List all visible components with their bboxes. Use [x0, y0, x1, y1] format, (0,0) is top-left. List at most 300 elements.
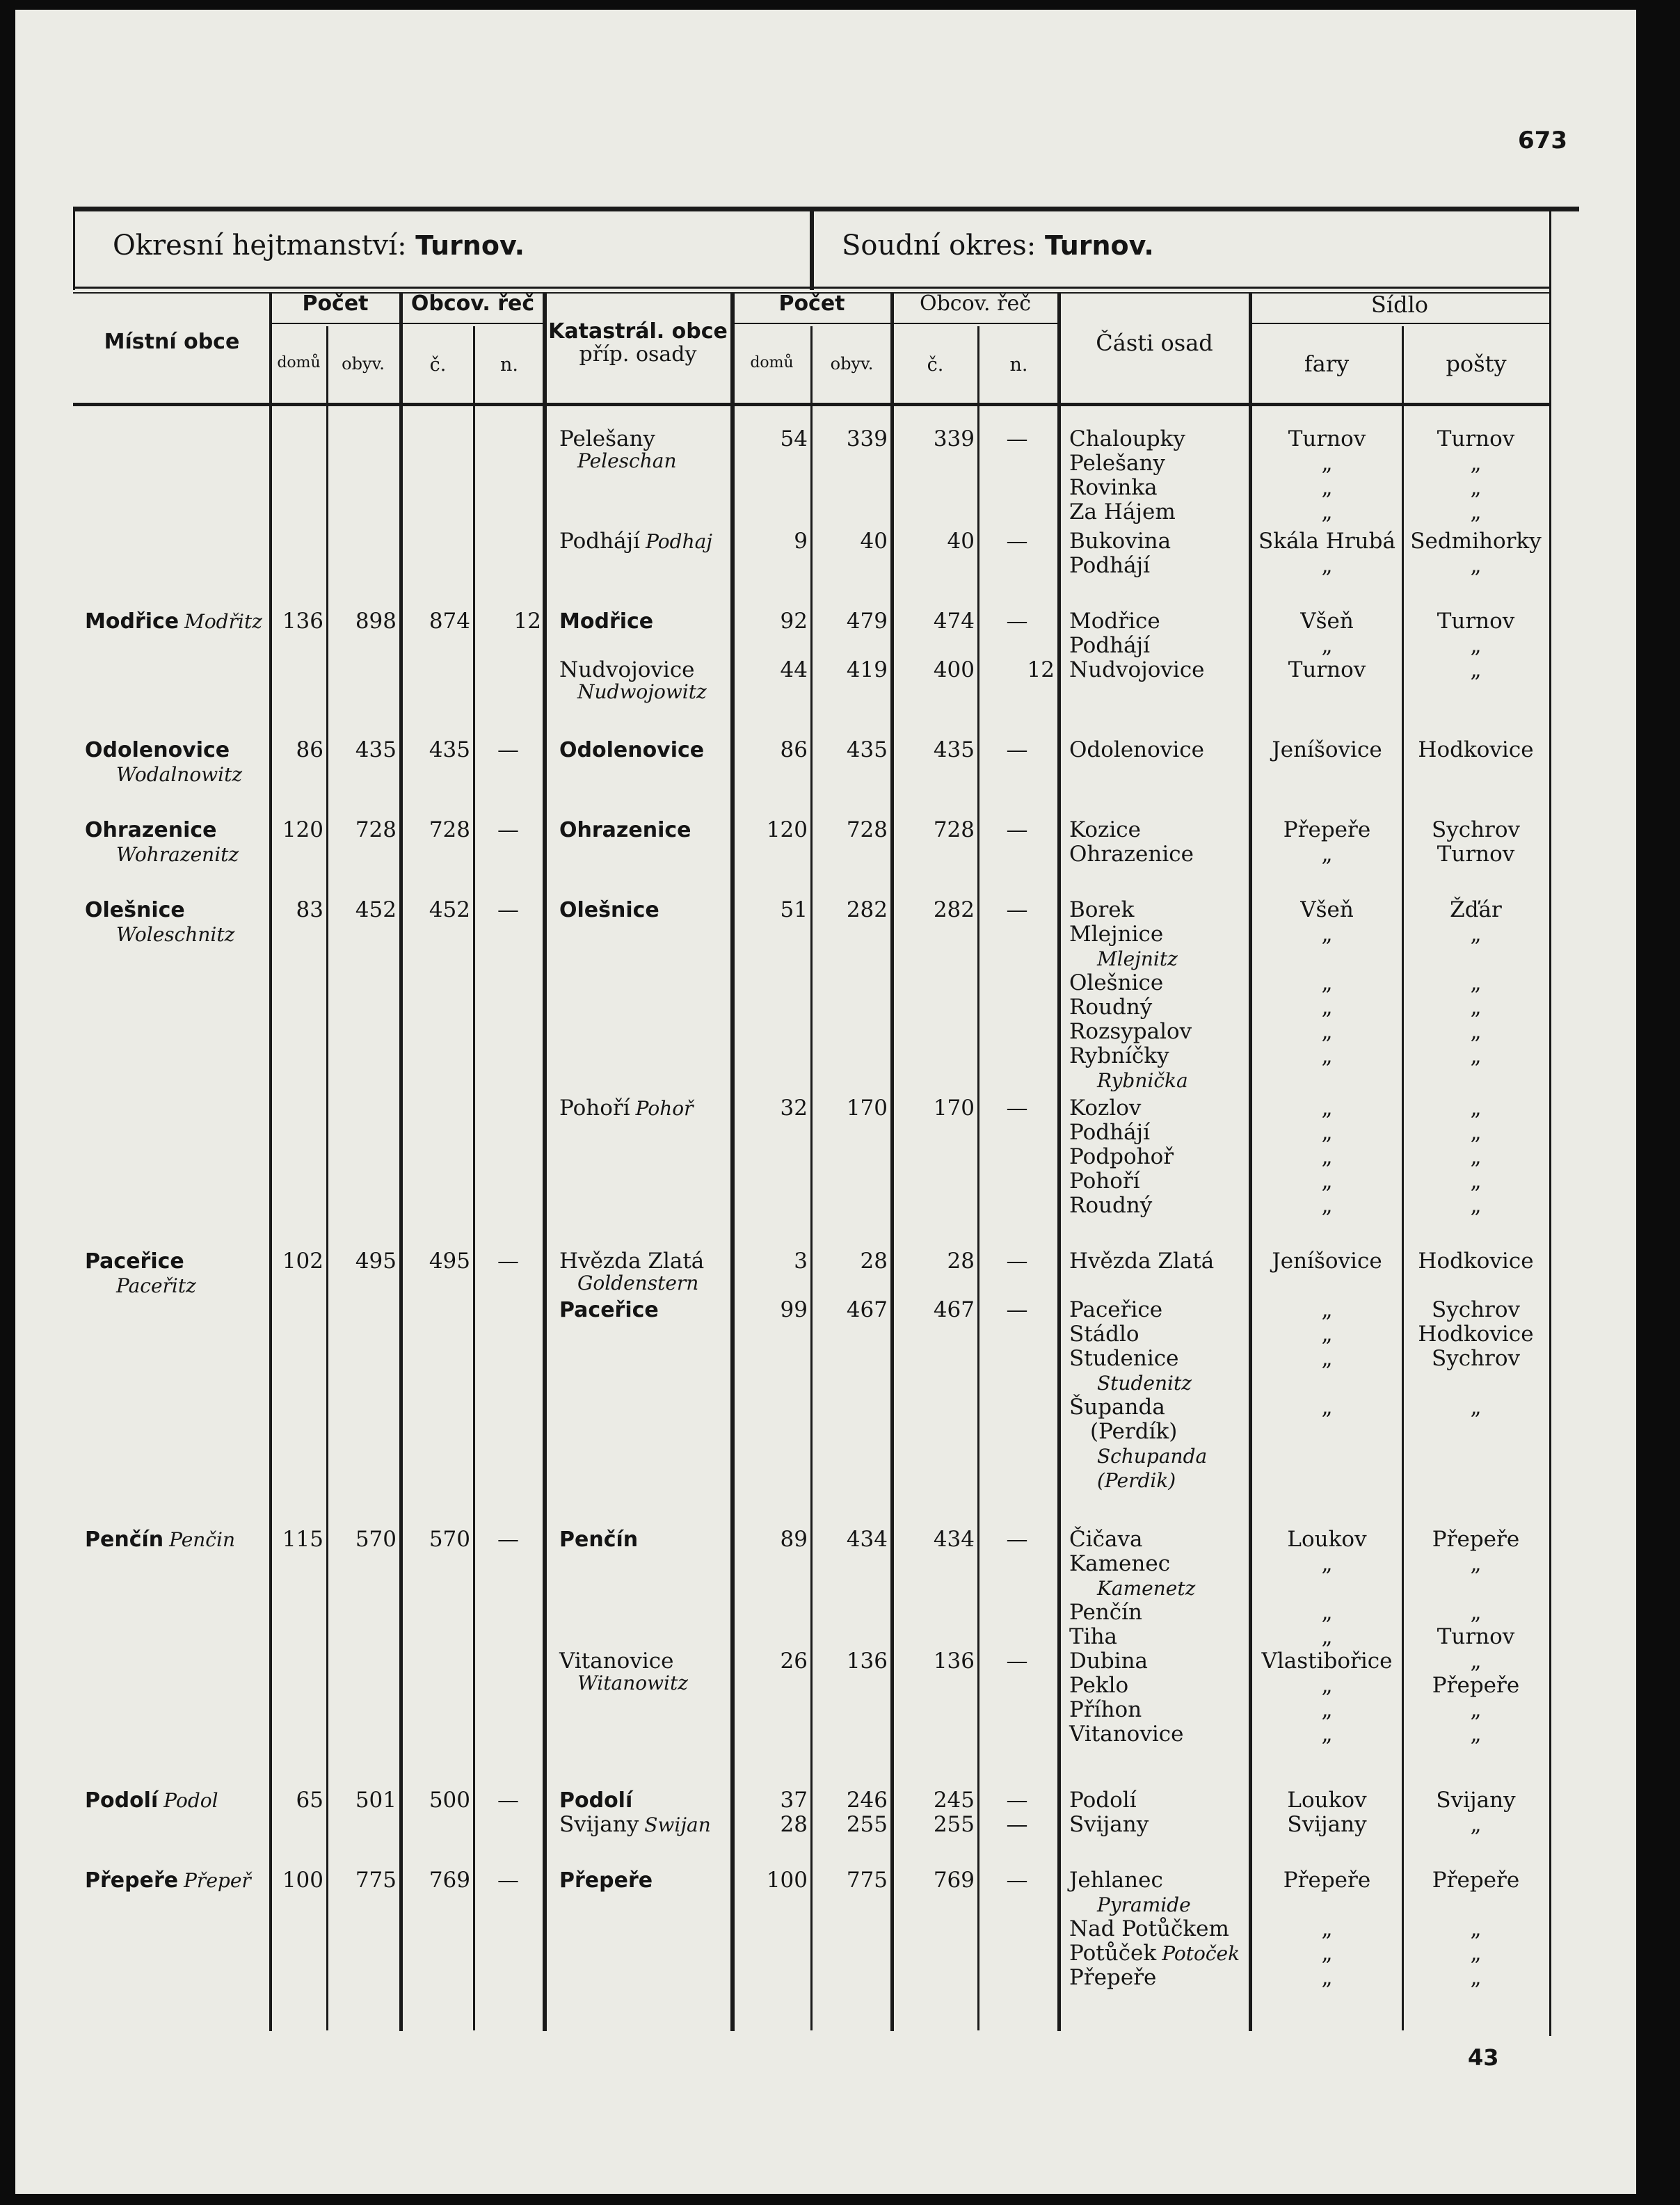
- place-name: [85, 898, 185, 922]
- place-name-de: Paceřitz: [116, 1274, 196, 1297]
- cadastral-german: 12: [1027, 657, 1055, 682]
- cadastral-name-cz: Modřice: [559, 609, 654, 634]
- parish-seat: „: [1321, 1624, 1333, 1649]
- post-office-seat: Sychrov: [1431, 1297, 1521, 1322]
- place-name-de: Modřitz: [184, 610, 262, 633]
- post-office-seat: „: [1470, 1965, 1482, 1990]
- post-office-seat: Turnov: [1437, 842, 1515, 867]
- settlement-part-name: Čičava: [1069, 1527, 1143, 1552]
- cadastral-name: [559, 1298, 659, 1322]
- place-german: —: [497, 1527, 519, 1552]
- cadastral-population: 775: [846, 1868, 888, 1893]
- place-name-cz: Podolí: [85, 1788, 159, 1813]
- place-german: —: [497, 817, 519, 842]
- post-office-seat: Sychrov: [1431, 817, 1521, 842]
- parish-seat: „: [1321, 1600, 1333, 1625]
- settlement-part-name: Šupanda: [1069, 1395, 1165, 1420]
- parish-seat: Vlastibořice: [1261, 1649, 1393, 1674]
- cadastral-name-cz: Podolí: [559, 1788, 633, 1813]
- cadastral-population: 40: [860, 529, 888, 554]
- page-number: 673: [1518, 127, 1567, 154]
- settlement-part-name: Rybníčky: [1069, 1043, 1169, 1068]
- cadastral-name-de: Podhaj: [646, 530, 712, 553]
- parish-seat: „: [1321, 1722, 1333, 1747]
- settlement-part-name: Paceřice: [1069, 1297, 1163, 1322]
- parish-seat: „: [1321, 1346, 1333, 1371]
- post-office-seat: Turnov: [1437, 609, 1515, 634]
- settlement-part-name: Pohoří: [1069, 1169, 1140, 1194]
- settlement-part-name-alt: (Perdík): [1090, 1419, 1178, 1444]
- parish-seat: „: [1321, 633, 1333, 658]
- parish-seat: Jeníšovice: [1272, 1249, 1382, 1274]
- parish-seat: Přepeře: [1283, 817, 1371, 842]
- settlement-part-name: Hvězda Zlatá: [1069, 1249, 1215, 1274]
- cadastral-name: [559, 738, 704, 762]
- post-office-seat: „: [1470, 1812, 1482, 1837]
- parish-seat: Loukov: [1287, 1527, 1367, 1552]
- settlement-part: [1069, 1347, 1178, 1371]
- settlement-part-name: Ohrazenice: [1069, 842, 1194, 867]
- parish-seat: Turnov: [1288, 657, 1366, 682]
- place-houses: 136: [282, 609, 323, 634]
- place-german: —: [497, 1868, 519, 1893]
- settlement-part: [1069, 500, 1176, 524]
- parish-seat: „: [1321, 1144, 1333, 1169]
- place-name-de: Penčin: [169, 1528, 235, 1551]
- cadastral-name: [559, 1868, 653, 1893]
- cadastral-name-cz: Odolenovice: [559, 738, 705, 762]
- cadastral-name-cz: Hvězda Zlatá: [559, 1249, 705, 1274]
- cadastral-name-de: Witanowitz: [577, 1671, 689, 1694]
- cadastral-czech: 136: [933, 1649, 975, 1674]
- cadastral-german: —: [1006, 1249, 1028, 1274]
- place-population: 452: [355, 897, 397, 922]
- parish-seat: Jeníšovice: [1272, 737, 1382, 762]
- parish-seat: Turnov: [1288, 426, 1366, 451]
- settlement-part: [1069, 1722, 1183, 1747]
- post-office-seat: „: [1470, 1193, 1482, 1218]
- top-rule: [73, 207, 1579, 211]
- settlement-part-name: Odolenovice: [1069, 737, 1204, 762]
- settlement-part: [1069, 818, 1141, 842]
- parish-seat: Loukov: [1287, 1788, 1367, 1813]
- cadastral-population: 419: [846, 657, 888, 682]
- place-name-cz: Paceřice: [85, 1249, 184, 1274]
- cadastral-name-cz: Svijany: [559, 1812, 639, 1837]
- post-office-seat: Hodkovice: [1418, 1322, 1534, 1347]
- place-name-cz: Penčín: [85, 1528, 164, 1552]
- settlement-part-de: Potoček: [1162, 1942, 1240, 1965]
- cadastral-houses: 86: [780, 737, 808, 762]
- settlement-part-name: Podhájí: [1069, 1120, 1151, 1145]
- cadastral-german: —: [1006, 426, 1028, 451]
- post-office-seat: „: [1470, 1395, 1482, 1420]
- settlement-part-name: Podhájí: [1069, 553, 1151, 578]
- place-houses: 65: [296, 1788, 323, 1813]
- parish-seat: Svijany: [1287, 1812, 1367, 1837]
- post-office-seat: „: [1470, 553, 1482, 578]
- cadastral-name: [559, 1249, 704, 1274]
- cadastral-houses: 99: [780, 1297, 808, 1322]
- settlement-part: [1069, 1625, 1117, 1649]
- post-office-seat: Svijany: [1436, 1788, 1516, 1813]
- settlement-part-name: Bukovina: [1069, 529, 1171, 554]
- parish-seat: „: [1321, 995, 1333, 1020]
- place-name-cz: Ohrazenice: [85, 818, 217, 842]
- settlement-part: [1069, 1121, 1150, 1145]
- place-german: —: [497, 897, 519, 922]
- post-office-seat: Sychrov: [1431, 1346, 1521, 1371]
- post-office-seat: Hodkovice: [1418, 737, 1534, 762]
- cadastral-name-cz: Nudvojovice: [559, 657, 695, 682]
- cadastral-population: 434: [846, 1527, 888, 1552]
- settlement-part-name: Příhon: [1069, 1697, 1142, 1722]
- settlement-part-name: Modřice: [1069, 609, 1160, 634]
- cadastral-german: —: [1006, 1527, 1028, 1552]
- cadastral-german: —: [1006, 1297, 1028, 1322]
- settlement-part: [1069, 554, 1150, 578]
- post-office-seat: Žďár: [1450, 897, 1502, 922]
- cadastral-name: [559, 898, 659, 922]
- cadastral-czech: 339: [933, 426, 975, 451]
- parish-seat: „: [1321, 1551, 1333, 1576]
- cadastral-name: [559, 1649, 673, 1674]
- parish-seat: „: [1321, 970, 1333, 995]
- cadastral-houses: 51: [780, 897, 808, 922]
- settlement-part-name: Nudvojovice: [1069, 657, 1205, 682]
- settlement-part-name: Roudný: [1069, 1193, 1153, 1218]
- cadastral-czech: 474: [933, 609, 975, 634]
- post-office-seat: Turnov: [1437, 426, 1515, 451]
- settlement-part: [1069, 1298, 1162, 1322]
- cadastral-name: [559, 427, 655, 451]
- place-population: 495: [355, 1249, 397, 1274]
- settlement-part-name: Za Hájem: [1069, 499, 1176, 524]
- settlement-part: [1069, 1249, 1214, 1274]
- parish-seat: „: [1321, 1043, 1333, 1068]
- cadastral-name: [559, 609, 653, 634]
- cadastral-name-cz: Podhájí: [559, 529, 641, 554]
- cadastral-population: 255: [846, 1812, 888, 1837]
- place-population: 435: [355, 737, 397, 762]
- cadastral-houses: 28: [780, 1812, 808, 1837]
- settlement-part: [1069, 1322, 1139, 1347]
- place-houses: 120: [282, 817, 323, 842]
- place-name-de: Přepeř: [184, 1869, 251, 1892]
- settlement-part: [1069, 427, 1185, 451]
- settlement-part: [1069, 1966, 1156, 1990]
- post-office-seat: „: [1470, 1697, 1482, 1722]
- settlement-part-name: Borek: [1069, 897, 1135, 922]
- settlement-part-name: Nad Potůčkem: [1069, 1916, 1229, 1941]
- cadastral-houses: 92: [780, 609, 808, 634]
- settlement-part-name: Mlejnice: [1069, 922, 1164, 947]
- settlement-part: [1069, 1813, 1149, 1837]
- settlement-part: [1069, 476, 1158, 500]
- cadastral-houses: 9: [794, 529, 808, 554]
- place-name-de: Wohrazenitz: [116, 843, 239, 866]
- place-name-cz: Modřice: [85, 609, 179, 634]
- settlement-part-name: Pelešany: [1069, 451, 1165, 476]
- cadastral-name: [559, 1788, 632, 1813]
- place-name: [85, 609, 262, 634]
- cadastral-czech: 728: [933, 817, 975, 842]
- settlement-part: [1069, 609, 1160, 634]
- place-population: 501: [355, 1788, 397, 1813]
- parish-seat: „: [1321, 1697, 1333, 1722]
- post-office-seat: Přepeře: [1432, 1868, 1520, 1893]
- cadastral-czech: 434: [933, 1527, 975, 1552]
- cadastral-name-cz: Penčín: [559, 1528, 639, 1552]
- place-name: [85, 1788, 218, 1813]
- settlement-part-de: Rybnička: [1097, 1069, 1188, 1092]
- settlement-part-name: Stádlo: [1069, 1322, 1139, 1347]
- place-german: —: [497, 737, 519, 762]
- settlement-part-name: Přepeře: [1069, 1965, 1157, 1990]
- place-czech: 874: [429, 609, 470, 634]
- cadastral-german: —: [1006, 1649, 1028, 1674]
- cadastral-czech: 245: [933, 1788, 975, 1813]
- place-name: [85, 738, 230, 762]
- settlement-part-name: Vitanovice: [1069, 1722, 1184, 1747]
- post-office-seat: Sedmihorky: [1410, 529, 1542, 554]
- settlement-part-de-alt: (Perdik): [1097, 1469, 1176, 1492]
- cadastral-population: 282: [846, 897, 888, 922]
- place-czech: 769: [429, 1868, 470, 1893]
- post-office-seat: Přepeře: [1432, 1527, 1520, 1552]
- place-czech: 435: [429, 737, 470, 762]
- cadastral-name-cz: Pelešany: [559, 426, 655, 451]
- cadastral-german: —: [1006, 529, 1028, 554]
- parish-seat: „: [1321, 1941, 1333, 1966]
- settlement-part-de: Studenitz: [1097, 1372, 1192, 1395]
- cadastral-houses: 89: [780, 1527, 808, 1552]
- place-german: 12: [513, 609, 541, 634]
- post-office-seat: „: [1470, 1144, 1482, 1169]
- settlement-part: [1069, 1698, 1142, 1722]
- post-office-seat: „: [1470, 922, 1482, 947]
- cadastral-name: [559, 818, 691, 842]
- parish-seat: Přepeře: [1283, 1868, 1371, 1893]
- settlement-part-name: Dubina: [1069, 1649, 1149, 1674]
- settlement-part-name: Studenice: [1069, 1346, 1179, 1371]
- cadastral-population: 435: [846, 737, 888, 762]
- settlement-part: [1069, 529, 1171, 554]
- place-czech: 495: [429, 1249, 470, 1274]
- cadastral-german: —: [1006, 897, 1028, 922]
- settlement-part-name: Rovinka: [1069, 475, 1158, 500]
- parish-seat: „: [1321, 1297, 1333, 1322]
- place-population: 570: [355, 1527, 397, 1552]
- cadastral-houses: 100: [766, 1868, 808, 1893]
- cadastral-name: [559, 1096, 693, 1121]
- parish-seat: „: [1321, 1120, 1333, 1145]
- cadastral-name-cz: Vitanovice: [559, 1649, 674, 1674]
- cadastral-name-cz: Olešnice: [559, 898, 659, 922]
- settlement-part: [1069, 658, 1205, 682]
- parish-seat: „: [1321, 1193, 1333, 1218]
- settlement-part: [1069, 842, 1194, 867]
- place-czech: 570: [429, 1527, 470, 1552]
- settlement-part-name: Potůček: [1069, 1941, 1157, 1966]
- place-houses: 102: [282, 1249, 323, 1274]
- cadastral-name: [559, 1528, 638, 1552]
- settlement-part-de: Schupanda: [1097, 1445, 1208, 1468]
- parish-seat: „: [1321, 1965, 1333, 1990]
- settlement-part: [1069, 922, 1163, 947]
- settlement-part: [1069, 1194, 1152, 1218]
- post-office-seat: „: [1470, 1096, 1482, 1121]
- cadastral-name: [559, 1813, 711, 1837]
- cadastral-houses: 26: [780, 1649, 808, 1674]
- cadastral-czech: 435: [933, 737, 975, 762]
- cadastral-houses: 37: [780, 1788, 808, 1813]
- settlement-part: [1069, 1044, 1169, 1068]
- post-office-seat: „: [1470, 1169, 1482, 1194]
- parish-seat: „: [1321, 842, 1333, 867]
- cadastral-name-de: Swijan: [644, 1813, 711, 1836]
- place-population: 898: [355, 609, 397, 634]
- parish-seat: „: [1321, 1322, 1333, 1347]
- place-houses: 83: [296, 897, 323, 922]
- settlement-part: [1069, 1552, 1170, 1576]
- parish-seat: „: [1321, 1096, 1333, 1121]
- parish-seat: „: [1321, 1169, 1333, 1194]
- settlement-part: [1069, 1941, 1240, 1966]
- place-name-de: Wodalnowitz: [116, 763, 243, 786]
- cadastral-german: —: [1006, 1868, 1028, 1893]
- cadastral-population: 170: [846, 1096, 888, 1121]
- post-office-seat: „: [1470, 1043, 1482, 1068]
- cadastral-czech: 467: [933, 1297, 975, 1322]
- district-heading: Okresní hejtmanství: Turnov.: [113, 230, 525, 262]
- post-office-seat: Turnov: [1437, 1624, 1515, 1649]
- cadastral-czech: 40: [947, 529, 975, 554]
- cadastral-population: 246: [846, 1788, 888, 1813]
- cadastral-houses: 54: [780, 426, 808, 451]
- parish-seat: Všeň: [1300, 609, 1354, 634]
- post-office-seat: „: [1470, 1120, 1482, 1145]
- place-population: 728: [355, 817, 397, 842]
- post-office-seat: Hodkovice: [1418, 1249, 1534, 1274]
- cadastral-name-de: Peleschan: [577, 449, 677, 472]
- post-office-seat: „: [1470, 1551, 1482, 1576]
- place-name-cz: Přepeře: [85, 1868, 179, 1893]
- parish-seat: „: [1321, 922, 1333, 947]
- cadastral-name-cz: Přepeře: [559, 1868, 653, 1893]
- settlement-part: [1069, 1528, 1142, 1552]
- post-office-seat: „: [1470, 475, 1482, 500]
- parish-seat: „: [1321, 1673, 1333, 1698]
- parish-seat: „: [1321, 499, 1333, 524]
- cadastral-czech: 769: [933, 1868, 975, 1893]
- place-name-de: Woleschnitz: [116, 923, 235, 946]
- settlement-part-de: Pyramide: [1097, 1893, 1191, 1916]
- settlement-part: [1069, 1917, 1229, 1941]
- cadastral-name-de: Pohoř: [635, 1097, 694, 1120]
- post-office-seat: Přepeře: [1432, 1673, 1520, 1698]
- cadastral-population: 136: [846, 1649, 888, 1674]
- settlement-part: [1069, 1674, 1128, 1698]
- cadastral-german: —: [1006, 1812, 1028, 1837]
- parish-seat: Všeň: [1300, 897, 1354, 922]
- footer-mark: 43: [1468, 2044, 1499, 2071]
- post-office-seat: „: [1470, 633, 1482, 658]
- cadastral-name-cz: Pohoří: [559, 1096, 630, 1121]
- place-name: [85, 1528, 235, 1552]
- settlement-part-de: Mlejnitz: [1097, 947, 1178, 970]
- cadastral-name: [559, 529, 712, 554]
- settlement-part-name: Peklo: [1069, 1673, 1129, 1698]
- parish-seat: „: [1321, 475, 1333, 500]
- post-office-seat: „: [1470, 657, 1482, 682]
- parish-seat: „: [1321, 1019, 1333, 1044]
- cadastral-houses: 44: [780, 657, 808, 682]
- cadastral-population: 339: [846, 426, 888, 451]
- settlement-part-name: Olešnice: [1069, 970, 1164, 995]
- settlement-part: [1069, 1169, 1140, 1194]
- post-office-seat: „: [1470, 499, 1482, 524]
- place-name: [85, 818, 216, 842]
- settlement-part-name: Kozlov: [1069, 1096, 1142, 1121]
- post-office-seat: „: [1470, 1941, 1482, 1966]
- settlement-part-name: Rozsypalov: [1069, 1019, 1192, 1044]
- cadastral-population: 28: [860, 1249, 888, 1274]
- settlement-part-name: Tiha: [1069, 1624, 1118, 1649]
- cadastral-german: —: [1006, 1096, 1028, 1121]
- cadastral-german: —: [1006, 817, 1028, 842]
- settlement-part: [1069, 1788, 1137, 1813]
- place-name-cz: Olešnice: [85, 898, 185, 922]
- settlement-part: [1069, 898, 1134, 922]
- settlement-part: [1069, 1020, 1192, 1044]
- cadastral-houses: 3: [794, 1249, 808, 1274]
- cadastral-czech: 282: [933, 897, 975, 922]
- cadastral-population: 728: [846, 817, 888, 842]
- cadastral-czech: 28: [947, 1249, 975, 1274]
- post-office-seat: „: [1470, 970, 1482, 995]
- place-name: [85, 1249, 184, 1274]
- settlement-part: [1069, 1395, 1165, 1420]
- cadastral-name-cz: Ohrazenice: [559, 818, 691, 842]
- settlement-part: [1069, 1601, 1142, 1625]
- cadastral-name: [559, 658, 695, 682]
- place-houses: 115: [282, 1527, 323, 1552]
- settlement-part-name: Podolí: [1069, 1788, 1137, 1813]
- post-office-seat: „: [1470, 451, 1482, 476]
- parish-seat: „: [1321, 1916, 1333, 1941]
- place-german: —: [497, 1788, 519, 1813]
- settlement-part-name: Podhájí: [1069, 633, 1151, 658]
- post-office-seat: „: [1470, 1649, 1482, 1674]
- place-houses: 86: [296, 737, 323, 762]
- parish-seat: Skála Hrubá: [1258, 529, 1395, 554]
- cadastral-name-cz: Paceřice: [559, 1298, 659, 1322]
- place-houses: 100: [282, 1868, 323, 1893]
- post-office-seat: „: [1470, 1916, 1482, 1941]
- parish-seat: „: [1321, 1395, 1333, 1420]
- cadastral-population: 467: [846, 1297, 888, 1322]
- settlement-part: [1069, 1868, 1163, 1893]
- settlement-part: [1069, 451, 1165, 476]
- place-czech: 452: [429, 897, 470, 922]
- post-office-seat: „: [1470, 1600, 1482, 1625]
- settlement-part: [1069, 971, 1163, 995]
- cadastral-houses: 32: [780, 1096, 808, 1121]
- cadastral-czech: 400: [933, 657, 975, 682]
- settlement-part: [1069, 1145, 1174, 1169]
- settlement-part-name: Penčín: [1069, 1600, 1143, 1625]
